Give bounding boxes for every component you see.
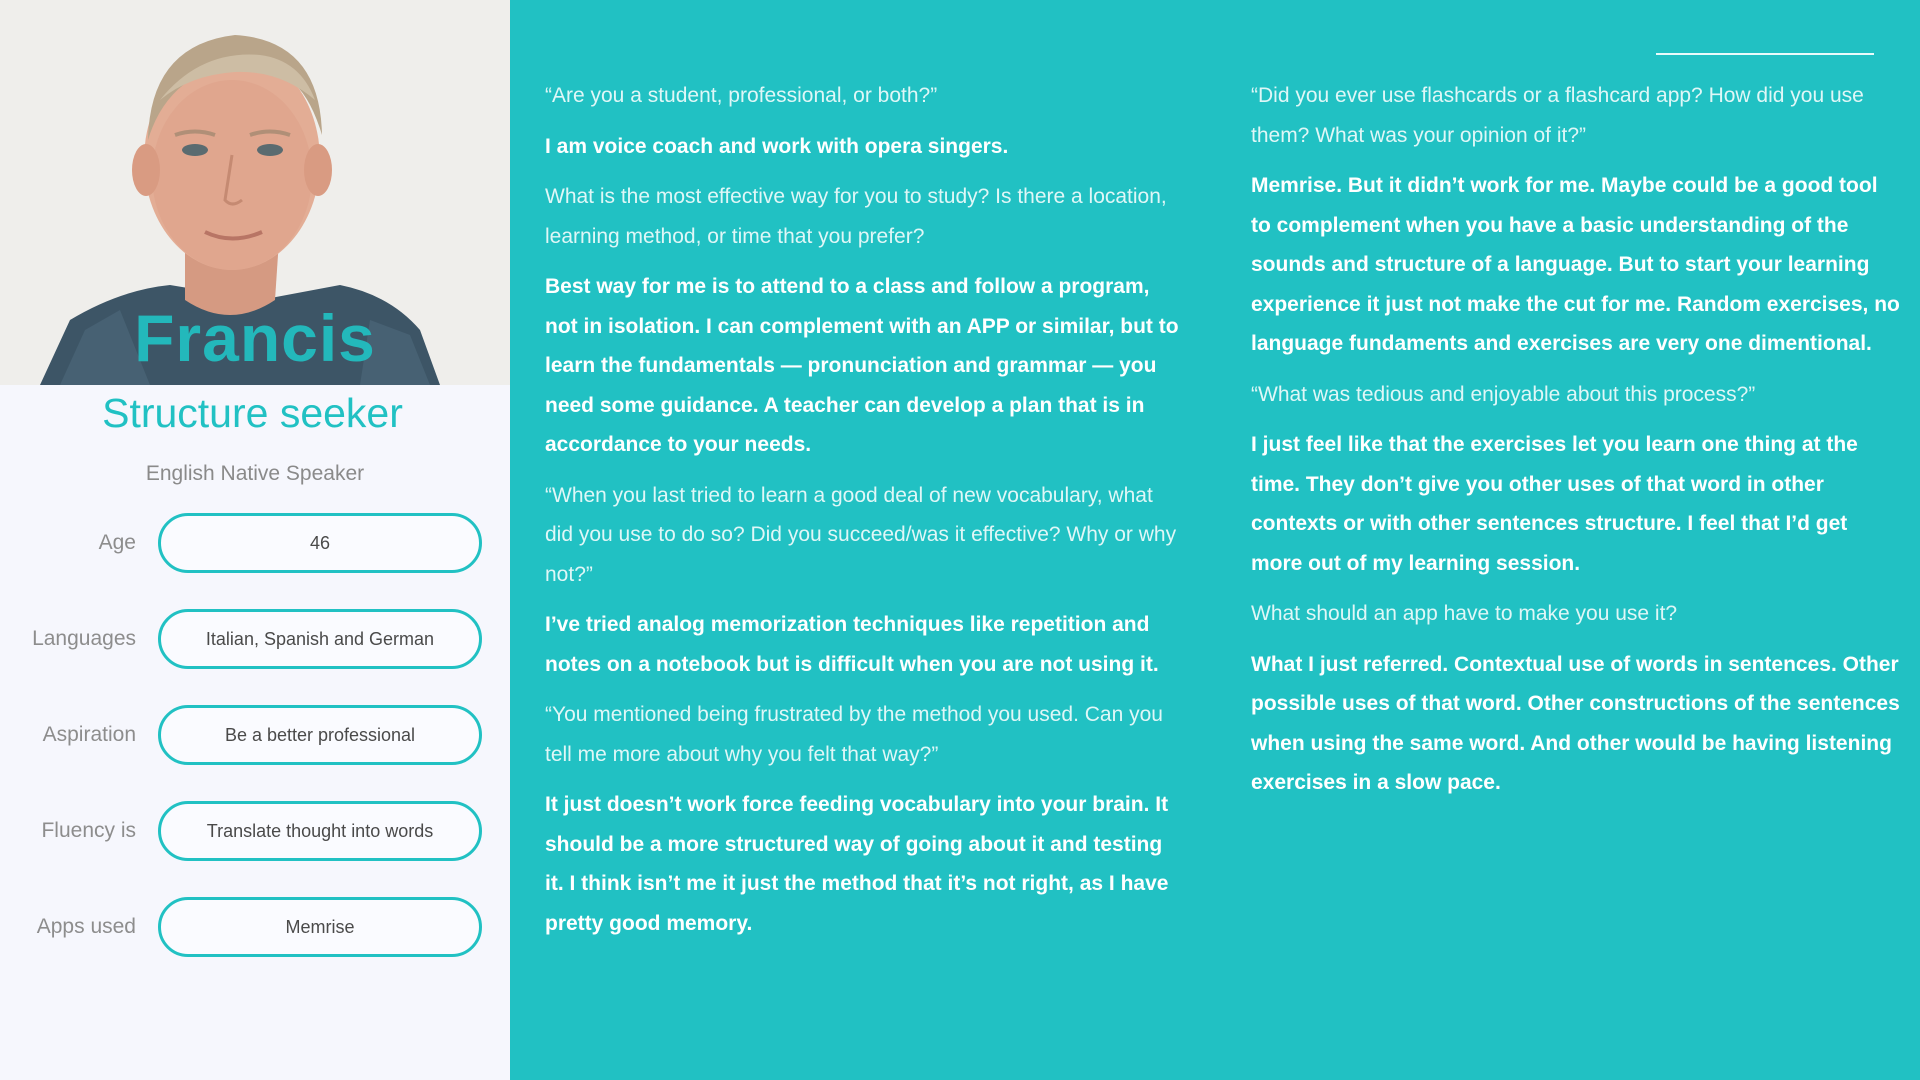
field-value: Italian, Spanish and German — [158, 609, 482, 669]
decorative-divider — [1656, 53, 1874, 55]
interview-answer: I’ve tried analog memorization techniques like repetition and notes on a notebook but is difficult when you are not using it. — [545, 613, 1159, 676]
interview-question: “Did you ever use flashcards or a flashcard app? How did you use them? What was your opinion of it?” — [1251, 84, 1864, 147]
field-apps-used — [0, 897, 510, 957]
field-value: 46 — [158, 513, 482, 573]
interview-question: “When you last tried to learn a good deal of new vocabulary, what did you use to do so? Did you succeed/was it effective? Why or why not?” — [545, 483, 1177, 586]
field-fluency — [0, 801, 510, 861]
interview-answer: Best way for me is to attend to a class and follow a program, not in isolation. I can complement with an APP or similar, but to learn the fundamentals — pronunciation and grammar — you need some guidance. A teacher can develop a plan that is in accordance to your needs. — [545, 275, 1179, 456]
interview-question: What is the most effective way for you to study? Is there a location, learning method, or time that you prefer? — [545, 185, 1167, 248]
field-languages — [0, 609, 510, 669]
interview-column-2 — [1251, 76, 1901, 814]
persona-subtitle: English Native Speaker — [145, 462, 365, 485]
field-label: Aspiration — [42, 723, 136, 746]
field-age — [0, 513, 510, 573]
interview-question: “You mentioned being frustrated by the method you used. Can you tell me more about why you felt that way?” — [545, 703, 1163, 766]
persona-title: Structure seeker — [102, 390, 403, 436]
interview-answer: I am voice coach and work with opera singers. — [545, 134, 1009, 158]
field-label: Age — [98, 531, 136, 554]
field-aspiration — [0, 705, 510, 765]
interview-answer: What I just referred. Contextual use of words in sentences. Other possible uses of that word. Other constructions of the sentences when using the same word. And other would be having listening exercises in a slow pace. — [1251, 652, 1900, 794]
interview-question: “What was tedious and enjoyable about this process?” — [1251, 382, 1756, 406]
interview-answer: I just feel like that the exercises let you learn one thing at the time. They don’t give you other uses of that word in other contexts or with other sentences structure. I feel that I’d get more out of my learning session. — [1251, 433, 1858, 575]
persona-panel — [0, 0, 510, 1080]
interview-answer: Memrise. But it didn’t work for me. Maybe could be a good tool to complement when you have a basic understanding of the sounds and structure of a language. But to start your learning experience it just not make the cut for me. Random exercises, no language fundaments and exercises are very one dimentional. — [1251, 174, 1900, 355]
field-label: Apps used — [36, 915, 136, 938]
interview-column-1 — [545, 76, 1185, 954]
interview-question: What should an app have to make you use it? — [1251, 602, 1678, 625]
field-label: Fluency is — [41, 819, 136, 842]
field-value: Be a better professional — [158, 705, 482, 765]
field-label: Languages — [32, 627, 136, 650]
field-value: Translate thought into words — [158, 801, 482, 861]
interview-answer: It just doesn’t work force feeding vocabulary into your brain. It should be a more structured way of going about it and testing it. I think isn’t me it just the method that it’s not right, as I have pretty good memory. — [545, 793, 1169, 935]
field-value: Memrise — [158, 897, 482, 957]
persona-name: Francis — [134, 301, 376, 375]
interview-question: “Are you a student, professional, or both?” — [545, 84, 938, 107]
